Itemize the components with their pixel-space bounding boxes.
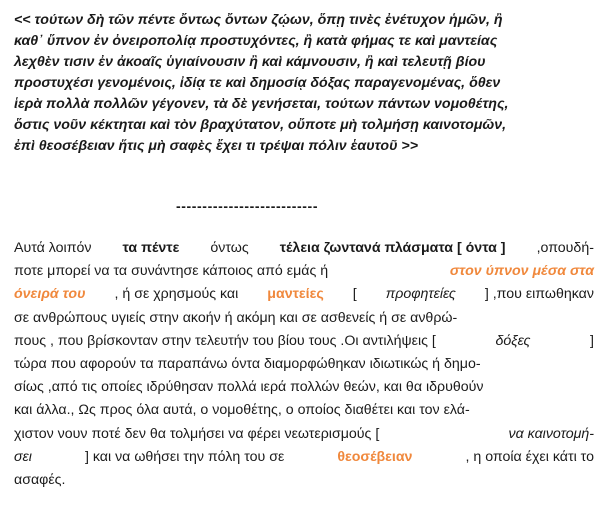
text-span: ] και να ωθήσει την πόλη του σε	[84, 448, 285, 465]
greek-line: καθ᾽ ὕπνον ἐν ὀνειροπολίᾳ προστυχόντες, ἢ κατὰ φήμας τε καὶ μαντείας	[14, 33, 498, 49]
translation-line	[14, 446, 594, 469]
text-span: Αυτά λοιπόν	[14, 240, 92, 256]
translation-line	[14, 330, 594, 353]
translation-line: σίως ,από τις οποίες ιδρύθησαν πολλά ιερά πολλών θεών, και θα ιδρυθούν	[14, 379, 484, 396]
translation-line: ασαφές.	[14, 471, 66, 488]
translation-paragraph	[14, 237, 594, 492]
greek-line: προστυχέσι γενομένοις, ἰδίᾳ τε καὶ δημοσίᾳ δόξας παραγενομένας, ὅθεν	[14, 75, 501, 91]
text-span: πους , που βρίσκονταν στην τελευτήν του βίου τους .Οι αντιλήψεις [	[14, 332, 436, 349]
text-span: ]	[590, 332, 594, 349]
greek-line: << τούτων δὴ τῶν πέντε ὄντως ὄντων ζῴων, ὅπῃ τινὲς ἐνέτυχον ἡμῶν, ἢ	[14, 12, 503, 28]
text-span: ] ,που ειπωθηκαν	[484, 286, 594, 303]
translation-line	[14, 237, 594, 260]
text-span: όντως	[210, 240, 249, 256]
section-divider: ---------------------------	[176, 198, 319, 214]
text-span: χιστον νουν ποτέ δεν θα τολμήσει να φέρει νεωτερισμούς [	[14, 425, 380, 442]
translation-line: σε ανθρώπους υγιείς στην ακοήν ή ακόμη και σε ασθενείς ή σε ανθρώ-	[14, 309, 458, 326]
italic-span: δόξες	[495, 332, 531, 349]
bold-span: τέλεια ζωντανά πλάσματα [ όντα ]	[279, 240, 506, 256]
translation-line	[14, 260, 594, 283]
italic-span: προφητείες	[385, 286, 456, 303]
text-span: ,οπουδή-	[536, 240, 594, 256]
highlight-span: όνειρά του	[14, 286, 86, 303]
greek-line: ἱερὰ πολλὰ πολλῶν γέγονεν, τὰ δὲ γενήσεται, τούτων πάντων νομοθέτης,	[14, 96, 509, 112]
greek-line: ὅστις νοῦν κέκτηται καὶ τὸν βραχύτατον, οὔποτε μὴ τολμήσῃ καινοτομῶν,	[14, 117, 507, 133]
highlight-span: στον ύπνον μέσα στα	[449, 263, 594, 280]
text-span: ποτε μπορεί να τα συνάντησε κάποιος από εμάς ή	[14, 263, 329, 280]
text-span: , η οποία έχει κάτι το	[465, 448, 594, 465]
bold-span: τα πέντε	[122, 240, 180, 256]
greek-quote	[14, 10, 594, 157]
highlight-span: θεοσέβειαν	[337, 448, 413, 465]
translation-line: τώρα που αφορούν τα παραπάνω όντα διαμορφώθηκαν ιδιωτικώς ή δημο-	[14, 355, 481, 372]
greek-line: λεχθὲν τισιν ἐν ἀκοαῖς ὑγιαίνουσιν ἢ καὶ κάμνουσιν, ἢ καὶ τελευτῇ βίου	[14, 54, 486, 70]
translation-line	[14, 283, 594, 306]
translation-line: και άλλα., Ως προς όλα αυτά, ο νομοθέτης, ο οποίος διαθέτει και τον ελά-	[14, 402, 470, 419]
italic-span: σει	[14, 448, 32, 465]
translation-line	[14, 423, 594, 446]
highlight-span: μαντείες	[267, 286, 324, 303]
text-span: , ή σε χρησμούς και	[114, 286, 239, 303]
text-span: [	[352, 286, 357, 303]
italic-span: να καινοτομή-	[508, 425, 594, 442]
greek-line: ἐπὶ θεοσέβειαν ἥτις μὴ σαφὲς ἔχει τι τρέψαι πόλιν ἑαυτοῦ >>	[14, 138, 418, 154]
